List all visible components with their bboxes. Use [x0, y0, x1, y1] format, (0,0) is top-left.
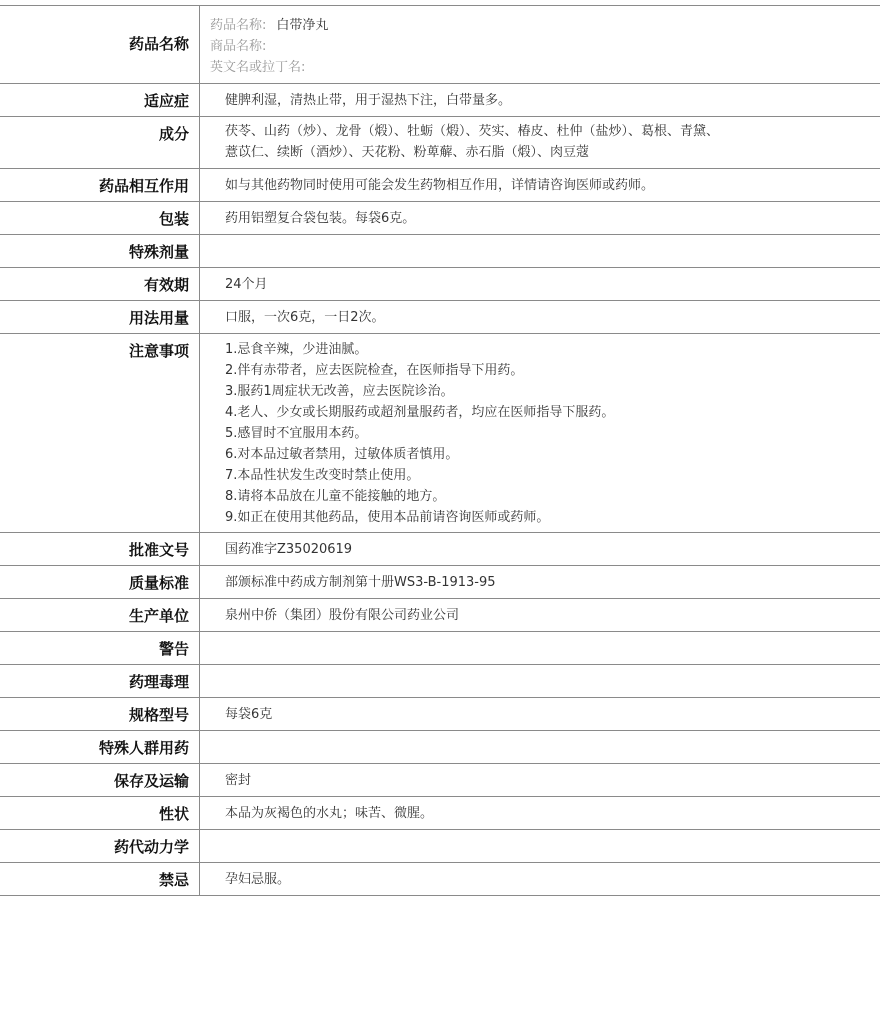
row-label: 适应症: [0, 84, 200, 116]
row-packaging: [0, 202, 880, 235]
ingredients-line: 茯苓、山药（炒）、龙骨（煅）、牡蛎（煅）、芡实、椿皮、杜仲（盐炒）、葛根、青黛、: [225, 124, 720, 139]
row-label: 注意事项: [0, 334, 200, 532]
row-special-groups: [0, 731, 880, 764]
row-value: 密封: [225, 773, 252, 788]
generic-name-label: 药品名称:: [210, 18, 267, 33]
drug-info-table: [0, 5, 880, 896]
row-value: [200, 830, 880, 862]
row-value: 健脾利湿，清热止带，用于湿热下注，白带量多。: [225, 93, 512, 108]
row-approval-number: [0, 533, 880, 566]
generic-name-line: [210, 15, 880, 36]
row-expiry: [0, 268, 880, 301]
precaution-item: 5.感冒时不宜服用本药。: [225, 426, 368, 441]
row-storage: [0, 764, 880, 797]
row-value: 口服，一次6克，一日2次。: [225, 310, 385, 325]
row-label: 包装: [0, 202, 200, 234]
row-value: [200, 235, 880, 267]
row-value: [200, 665, 880, 697]
row-value: 药用铝塑复合袋包装。每袋6克。: [225, 211, 416, 226]
row-label: 保存及运输: [0, 764, 200, 796]
row-value: [200, 6, 880, 83]
precaution-item: 3.服药1周症状无改善，应去医院诊治。: [225, 384, 454, 399]
precaution-item: 8.请将本品放在儿童不能接触的地方。: [225, 489, 446, 504]
row-label: 特殊人群用药: [0, 731, 200, 763]
row-value: 国药准字Z35020619: [225, 542, 353, 557]
row-value: [200, 334, 880, 532]
row-precautions: [0, 334, 880, 533]
row-specification: [0, 698, 880, 731]
row-interactions: [0, 169, 880, 202]
row-value: 每袋6克: [225, 707, 273, 722]
row-special-dose: [0, 235, 880, 268]
row-label: 批准文号: [0, 533, 200, 565]
row-label: 规格型号: [0, 698, 200, 730]
row-value: 泉州中侨（集团）股份有限公司药业公司: [225, 608, 460, 623]
row-label: 药理毒理: [0, 665, 200, 697]
row-value: 如与其他药物同时使用可能会发生药物相互作用，详情请咨询医师或药师。: [225, 178, 655, 193]
row-description: [0, 797, 880, 830]
english-name-label: 英文名或拉丁名:: [210, 60, 306, 75]
row-label: 有效期: [0, 268, 200, 300]
precaution-item: 9.如正在使用其他药品，使用本品前请咨询医师或药师。: [225, 510, 550, 525]
generic-name-value: 白带净丸: [276, 18, 329, 33]
row-value: [200, 117, 880, 168]
row-label: 用法用量: [0, 301, 200, 333]
row-label: 禁忌: [0, 863, 200, 895]
row-ingredients: [0, 117, 880, 169]
row-value: [200, 731, 880, 763]
row-usage: [0, 301, 880, 334]
precaution-item: 4.老人、少女或长期服药或超剂量服药者，均应在医师指导下服药。: [225, 405, 615, 420]
precaution-item: 6.对本品过敏者禁用，过敏体质者慎用。: [225, 447, 459, 462]
row-warning: [0, 632, 880, 665]
row-value: 24个月: [225, 277, 268, 292]
row-label: 警告: [0, 632, 200, 664]
row-value: 部颁标准中药成方制剂第十册WS3-B-1913-95: [225, 575, 496, 590]
row-value: 本品为灰褐色的水丸；味苦、微腥。: [225, 806, 434, 821]
row-pharmacokinetics: [0, 830, 880, 863]
row-manufacturer: [0, 599, 880, 632]
row-toxicology: [0, 665, 880, 698]
trade-name-label: 商品名称:: [210, 39, 267, 54]
row-value: 孕妇忌服。: [225, 872, 291, 887]
precaution-item: 1.忌食辛辣，少进油腻。: [225, 342, 368, 357]
row-label: 生产单位: [0, 599, 200, 631]
row-label: 成分: [0, 117, 200, 168]
precaution-item: 2.伴有赤带者，应去医院检查，在医师指导下用药。: [225, 363, 524, 378]
row-label: 药代动力学: [0, 830, 200, 862]
row-indication: [0, 84, 880, 117]
precaution-item: 7.本品性状发生改变时禁止使用。: [225, 468, 420, 483]
row-label: 性状: [0, 797, 200, 829]
row-drug-name: [0, 6, 880, 84]
row-value: [200, 632, 880, 664]
row-label: 质量标准: [0, 566, 200, 598]
row-quality-standard: [0, 566, 880, 599]
row-label: 特殊剂量: [0, 235, 200, 267]
row-contraindications: [0, 863, 880, 896]
ingredients-line: 薏苡仁、续断（酒炒）、天花粉、粉萆薢、赤石脂（煅）、肉豆蔻: [225, 145, 590, 160]
row-label: 药品名称: [0, 6, 200, 83]
row-label: 药品相互作用: [0, 169, 200, 201]
